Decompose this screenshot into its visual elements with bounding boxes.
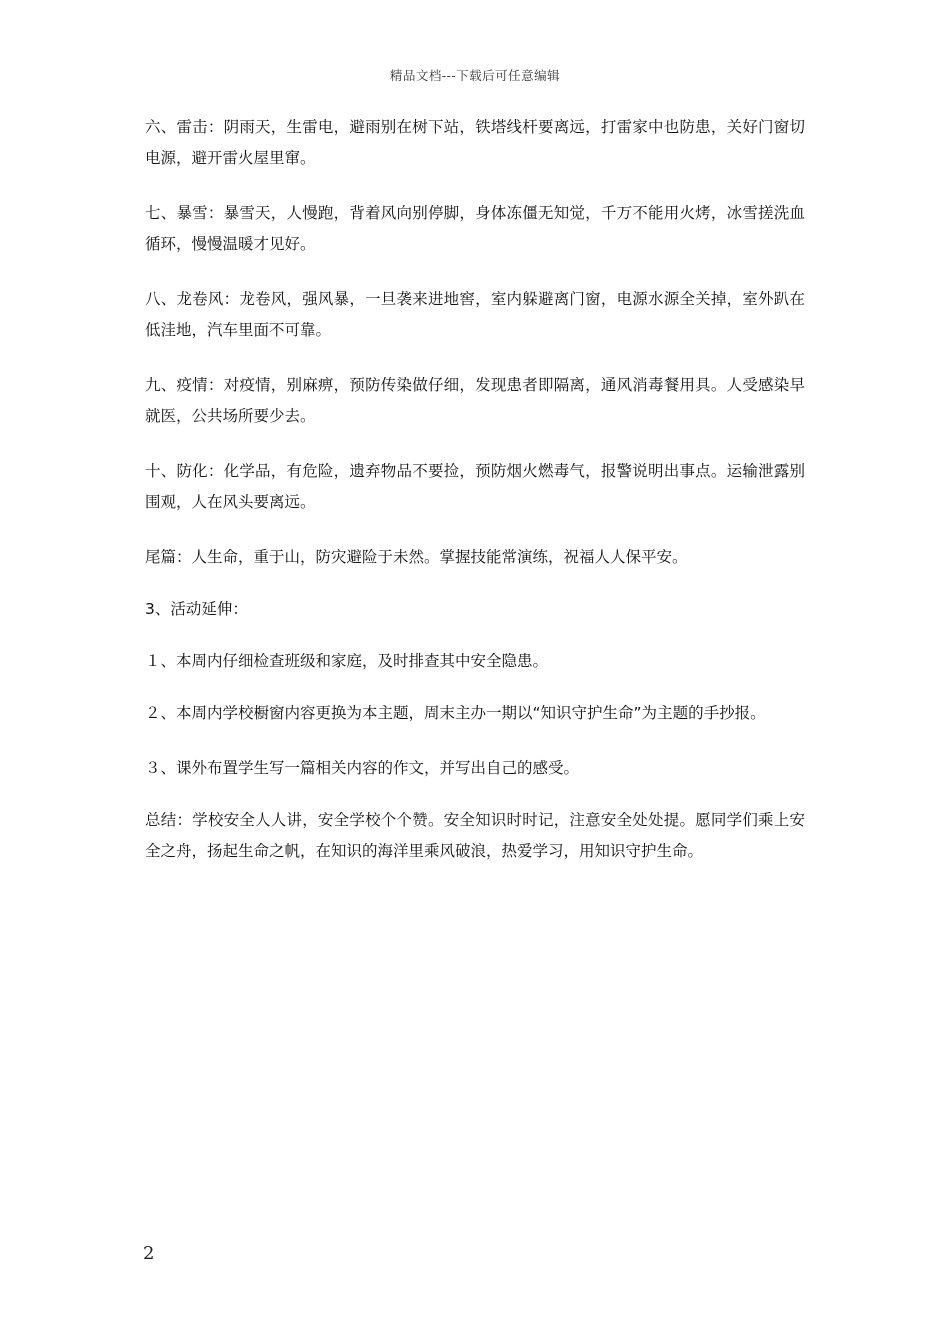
document-body: [145, 112, 805, 891]
list-item-3: ３、课外布置学生写一篇相关内容的作文，并写出自己的感受。: [145, 759, 580, 777]
paragraph-epidemic: 九、疫情：对疫情，别麻痹，预防传染做仔细，发现患者即隔离，通风消毒餐用具。人受感染早就医，公共场所要少去。: [145, 376, 805, 425]
paragraph-blizzard: 七、暴雪：暴雪天，人慢跑，背着风向别停脚，身体冻僵无知觉，千万不能用火烤，冰雪搓洗血循环，慢慢温暖才见好。: [145, 204, 805, 253]
list-item-2: ２、本周内学校橱窗内容更换为本主题，周末主办一期以“知识守护生命”为主题的手抄报。: [145, 704, 766, 722]
section-heading-activity-extension: 3、活动延伸：: [145, 600, 248, 618]
list-item-1: １、本周内仔细检查班级和家庭，及时排查其中安全隐患。: [145, 652, 549, 670]
page-number: 2: [143, 1243, 155, 1264]
paragraph-tornado: 八、龙卷风：龙卷风，强风暴，一旦袭来进地窖，室内躲避离门窗，电源水源全关掉，室外趴在低洼地，汽车里面不可靠。: [145, 290, 805, 339]
paragraph-thunder: 六、雷击：阴雨天，生雷电，避雨别在树下站，铁塔线杆要离远，打雷家中也防患，关好门窗切电源，避开雷火屋里窜。: [145, 118, 805, 167]
paragraph-summary: 总结：学校安全人人讲，安全学校个个赞。安全知识时时记，注意安全处处提。愿同学们乘上安全之舟，扬起生命之帆，在知识的海洋里乘风破浪，热爱学习，用知识守护生命。: [145, 811, 805, 860]
paragraph-ending: 尾篇：人生命，重于山，防灾避险于未然。掌握技能常演练，祝福人人保平安。: [145, 548, 688, 566]
page-header: 精品文档---下载后可任意编辑: [389, 68, 561, 83]
paragraph-chemical: 十、防化：化学品，有危险，遗弃物品不要捡，预防烟火燃毒气，报警说明出事点。运输泄露别围观，人在风头要离远。: [145, 462, 805, 511]
